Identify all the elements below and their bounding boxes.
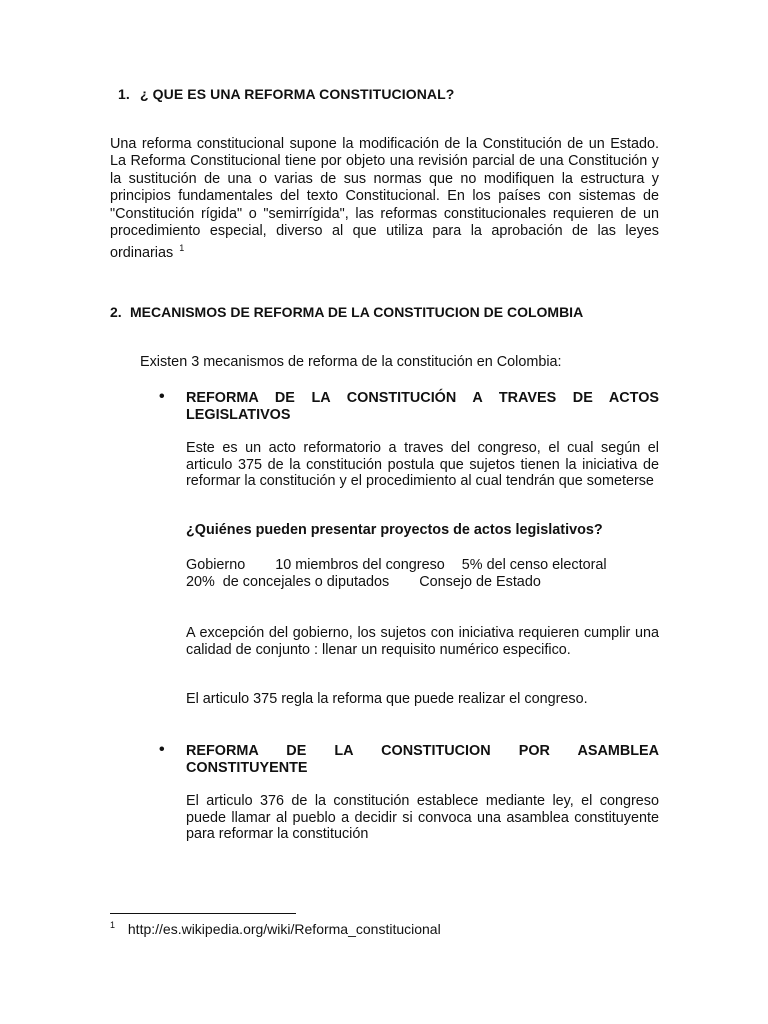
initiative-row-1 (186, 557, 607, 573)
section-1-title: ¿ QUE ES UNA REFORMA CONSTITUCIONAL? (140, 86, 455, 102)
item-1-exception: A excepción del gobierno, los sujetos con iniciativa requieren cumplir una calidad de conjunto : llenar un requisito numérico especifico. (186, 625, 659, 658)
footnote-number: 1 (110, 920, 116, 930)
item-1-heading: REFORMA DE LA CONSTITUCIÓN A TRAVES DE ACTOS LEGISLATIVOS (186, 390, 659, 423)
section-1-heading (118, 86, 454, 102)
item-2-heading: REFORMA DE LA CONSTITUCION POR ASAMBLEA CONSTITUYENTE (186, 743, 659, 776)
initiative-consejo: Consejo de Estado (419, 574, 541, 590)
item-1-question: ¿Quiénes pueden presentar proyectos de actos legislativos? (186, 522, 603, 538)
bullet-icon: • (159, 741, 165, 758)
section-1-text: Una reforma constitucional supone la modificación de la Constitución de un Estado. La Reforma Constitucional tiene por objeto una revisión parcial de una Constitución y la sustitución de una o varias de sus normas que no modifiquen la estructura y principios fundamentales del texto Constitucional. En los países con sistemas de "Constitución rígida" o "semirrígida", las reformas constitucionales requieren de un procedimiento especial, diverso al que utiliza para la aprobación de las leyes ordinarias (110, 136, 659, 262)
initiative-row-2 (186, 574, 541, 590)
section-1-paragraph (110, 136, 659, 263)
footnote-link[interactable]: http://es.wikipedia.org/wiki/Reforma_constitucional (127, 921, 441, 937)
footnote-separator (110, 913, 296, 914)
bullet-icon: • (159, 388, 165, 405)
item-2-body: El articulo 376 de la constitución establece mediante ley, el congreso puede llamar al pueblo a decidir si convoca una asamblea constituyente para reformar la constitución (186, 793, 659, 843)
item-1-body: Este es un acto reformatorio a traves del congreso, el cual según el articulo 375 de la constitución postula que sujetos tienen la iniciativa de reformar la constitución y el procedimiento al cual tendrán que someterse (186, 440, 659, 490)
footnote-reference[interactable]: 1 (179, 243, 185, 254)
section-2-title: MECANISMOS DE REFORMA DE LA CONSTITUCION DE COLOMBIA (130, 304, 584, 320)
initiative-censo: 5% del censo electoral (461, 557, 607, 573)
section-2-number: 2. (110, 304, 122, 320)
item-1-rule: El articulo 375 regla la reforma que puede realizar el congreso. (186, 691, 588, 707)
initiative-gobierno: Gobierno (186, 557, 246, 573)
section-2-heading (110, 304, 583, 320)
footnote (110, 920, 441, 937)
section-2-intro: Existen 3 mecanismos de reforma de la constitución en Colombia: (140, 354, 562, 370)
initiative-concejales: 20% de concejales o diputados (186, 574, 390, 590)
section-1-number: 1. (118, 86, 130, 102)
initiative-congreso: 10 miembros del congreso (275, 557, 445, 573)
